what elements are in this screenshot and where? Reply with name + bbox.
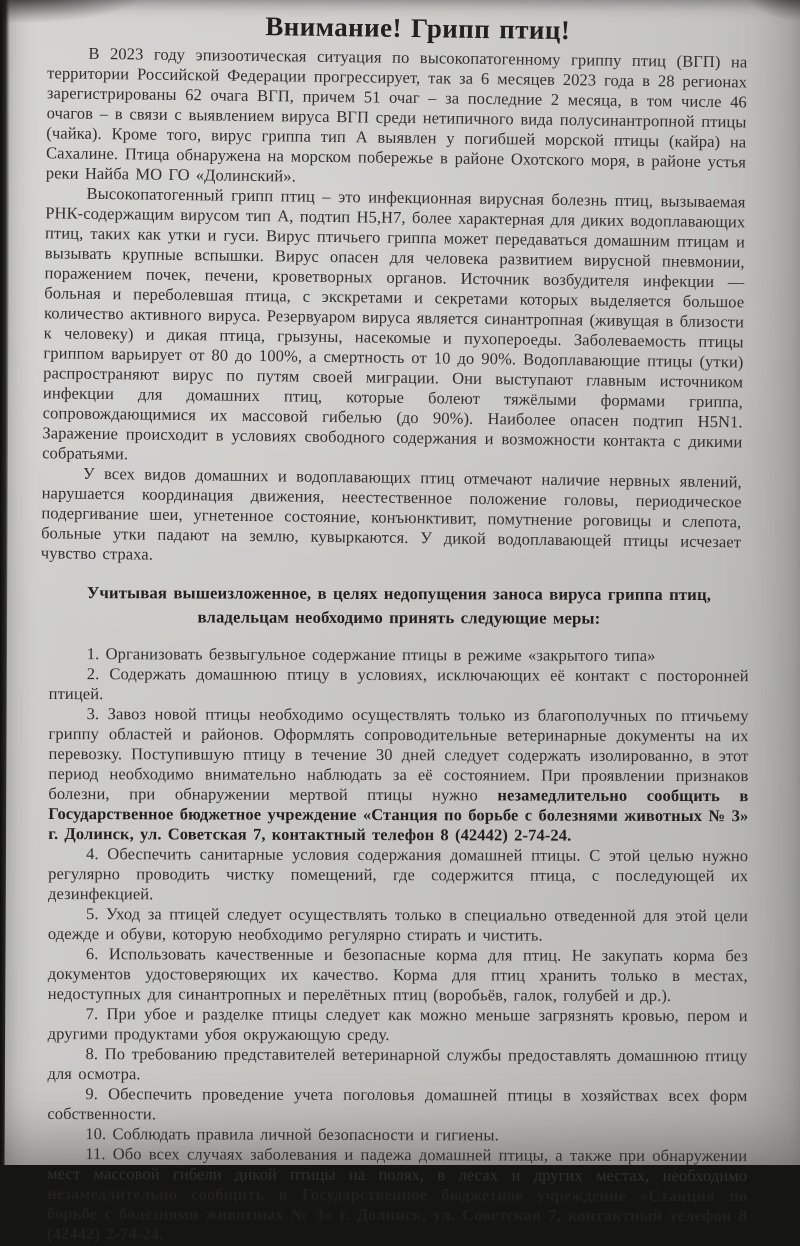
text-run: незамедлительно сообщить в Государственное бюджетное учреждение «Станция по борьбе с болезнями животных № 3» г. Долинск, ул. Советская 7, контактный телефон 8 (42442) 2-74-24. [46,1183,748,1244]
document-title [88,9,748,48]
text-run: незамедлительно сообщить в Государственное бюджетное учреждение «Станция по борьбе с болезнями животных № 3» г. Долинск, ул. Советская 7, контактный телефон 8 (42442) 2-74-24. [48,785,749,845]
text-run: 8. По требованию представителей ветеринарной службы предоставлять домашнюю птицу для осмотра. [47,1044,748,1084]
list-item [48,704,748,846]
document-section-measures [47,581,749,1246]
text-run: Высокопатогенный грипп птиц – это инфекционная вирусная болезнь птиц, вызываемая РНК-содержащим вирусом тип А, подтип Н5,Н7, более характерная для диких водоплавающих птиц, таких как утки и гуси. Вирус птичьего гриппа может передаваться домашним птицам и вызывать крупные вспышки. Вирус опасен для человека развитием вирусной пневмонии, поражением почек, печени, кроветворных органов. Источник возбудителя инфекции — больная и переболевшая птица, с экскретами и секретами которых выделяется большое количество активного вируса. Резервуаром вируса является синантропная (живущая в близости к человеку) и дикая птица, грызуны, насекомые и пухопероеды. Заболеваемость птицы гриппом варьирует от 80 до 100%, а смертность от 10 до 90%. Водоплавающие птицы (утки) распространяют вирус по путям своей миграции. Они выступают главным источником инфекции для домашних птиц, которые болеют тяжёлыми формами гриппа, сопровождающимися их массовой гибелью (до 90%). Наиболее опасен подтип H5N1. Заражение происходит в условиях свободного содержания и возможности контакта с дикими собратьями. [42,183,746,464]
text-run: У всех видов домашних и водоплавающих птиц отмечают наличие нервных явлений, нарушается координация движения, неестественное положение головы, периодическое подергивание шеи, угнетенное состояние, конъюнктивит, помутнение роговицы и слепота, больные утки падают на землю, кувыркаются. У дикой водоплавающей птицы исчезает чувство страха. [40,463,742,564]
list-item [47,1084,747,1126]
paragraph [41,463,742,572]
text-run: 6. Использовать качественные и безопасные корма для птиц. Не закупать корма без документов удостоверяющих их качество. Корма для птиц хранить только в местах, недоступных для синантропных и перелётных птиц (воробьёв, галок, голубей и др.). [47,944,748,1005]
list-item [49,664,749,706]
text-run: 11. Обо всех случаях заболевания и падежа домашней птицы, а также при обнаружении мест массовой гибели дикой птицы на полях, в лесах и других местах, необходимо [47,1144,748,1186]
list-item [47,1144,747,1246]
section-heading [67,581,731,631]
text-run: 1. Организовать безвыгульное содержание птицы в режиме «закрытого типа» [86,644,656,665]
list-item [48,844,748,906]
paragraph [42,183,746,472]
text-run: 3. Завоз новой птицы необходимо осуществлять только из благополучных по птичьему гриппу областей и районов. Оформлять сопроводительные ветеринарные документы на их перевозку. Поступившую птицу в течение 30 дней следует содержать изолированно, в этот период необходимо внимательно наблюдать за её состоянием. При проявлении признаков болезни, при обнаружении мертвой птицы нужно [48,704,749,805]
text-run: 10. Соблюдать правила личной безопасности и гигиены. [85,1124,499,1145]
list-item [48,904,748,946]
list-item [47,1044,747,1086]
text-run: Учитывая вышеизложенное, в целях недопущения заноса вируса гриппа птиц, владельцам необходимо принять следующие меры: [86,583,712,628]
text-run: 4. Обеспечить санитарные условия содержания домашней птицы. С этой целью нужно регулярно проводить чистку помещений, где содержится птица, с последующей их дезинфекцией. [48,844,749,904]
text-run: 5. Уход за птицей следует осуществлять только в специально отведенной для этой цели одежде и обуви, которую необходимо регулярно стирать и чистить. [47,904,749,945]
text-run: 9. Обеспечить проведение учета поголовья домашней птицы в хозяйствах всех форм собственности. [47,1084,748,1124]
list-item [47,1124,747,1146]
text-run: 7. При убое и разделке птицы следует как можно меньше загрязнять кровью, пером и другими продуктами убоя окружающую среду. [47,1004,748,1045]
text-run: Внимание! Грипп птиц! [265,11,571,46]
text-run: В 2023 году эпизоотическая ситуация по высокопатогенному гриппу птиц (ВГП) на территории Российской Федерации прогрессирует, так за 6 месяцев 2023 года в 28 регионах зарегистрированы 62 очага ВГП, причем 51 очаг – за последние 2 месяца, в том числе 46 очагов – в связи с выявлением вируса ВГП среди нетипичного вида полусинантропной птицы (чайка). Кроме того, вирус гриппа тип А выявлен у погибшей морской птицы (кайра) на Сахалине. Птица обнаружена на морском побережье в районе Охотского моря, в районе устья реки Найба МО ГО «Долинский». [45,43,748,186]
list-item [48,944,748,1006]
paragraph [46,43,748,192]
text-run: 2. Содержать домашнюю птицу в условиях, исключающих её контакт с посторонней птицей. [48,664,749,704]
list-item [49,644,749,666]
list-item [48,1004,748,1046]
document-section-top [41,8,748,572]
